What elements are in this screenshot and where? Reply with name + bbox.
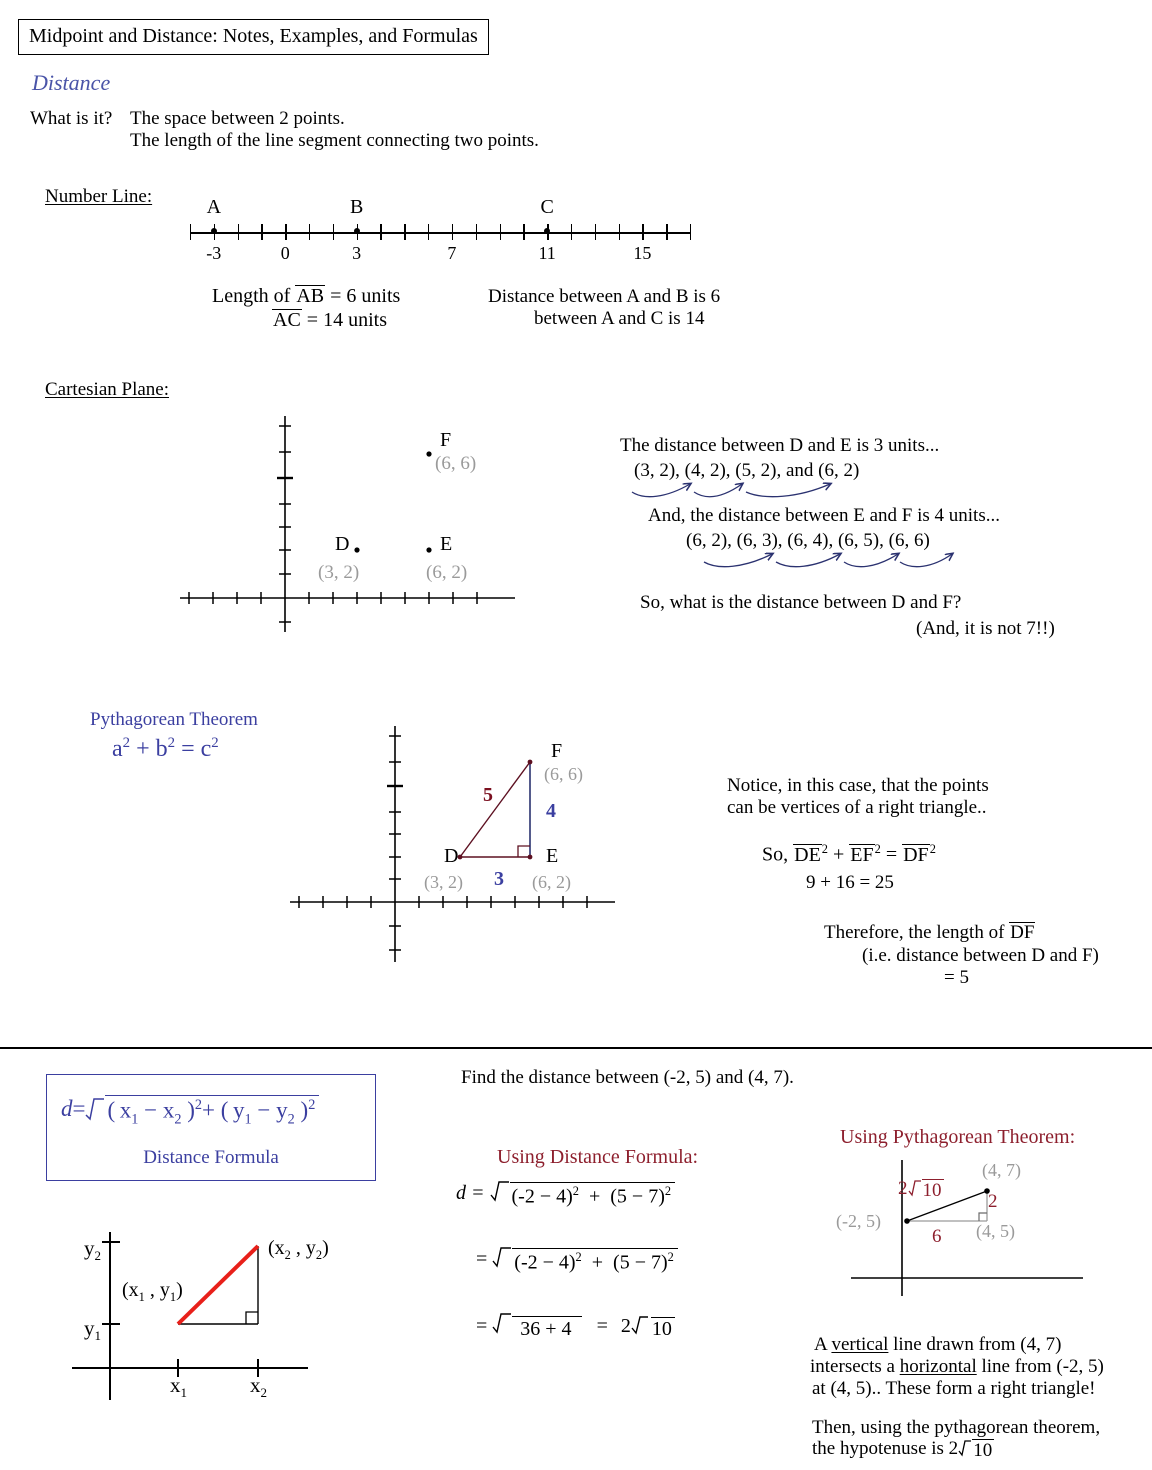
length-of-text: Length of [212, 285, 296, 307]
number-line-tick [261, 224, 262, 240]
radical-symbol-icon [958, 1439, 994, 1460]
number-line-tick [595, 224, 596, 240]
triangle-label-f: F [551, 740, 563, 762]
generic-right-angle-marker [246, 1312, 258, 1324]
number-line-note-left-1 [212, 285, 400, 307]
number-line-tick [190, 224, 191, 240]
number-line-tick [690, 224, 691, 240]
segment-ef: EF [850, 843, 874, 866]
pythagorean-equation-segments [762, 843, 936, 866]
step2-lhs: = [476, 1247, 488, 1270]
explain-5-radicand: 10 [973, 1440, 993, 1462]
cartesian-note-2: And, the distance between E and F is 4 units... [648, 505, 1000, 526]
step2-radicand: $(-2 - 4)^2 + (5 - 7)^2$ [512, 1248, 678, 1273]
number-line-tick [380, 224, 381, 240]
number-line-tick-label: 15 [633, 243, 652, 263]
page-title-box [18, 19, 489, 55]
number-line-tick [428, 224, 429, 240]
hypotenuse-length-label: 5 [483, 784, 493, 806]
segment-df-therefore: DF [1010, 922, 1035, 943]
number-line-tick [500, 224, 501, 240]
pythagorean-formula [112, 736, 219, 761]
pythagorean-equation-values: 9 + 16 = 25 [806, 872, 894, 893]
number-line-point-b [354, 228, 360, 234]
cartesian-arrows-2 [700, 548, 940, 572]
formula-equals: = [181, 736, 195, 762]
equation-equals: = [885, 843, 898, 866]
generic-point-label-2: ($x_2$ , $y_2$) [268, 1237, 329, 1262]
number-line-tick-label: 3 [352, 243, 362, 263]
equation-plus: + [833, 843, 845, 866]
therefore-line-3: = 5 [944, 967, 969, 988]
example-point-left-dot [904, 1218, 910, 1224]
explain-line-4: Then, using the pythagorean theorem, [812, 1417, 1101, 1438]
number-line-letter-a: A [206, 196, 222, 218]
cartesian-note-3: So, what is the distance between D and F? [640, 592, 962, 613]
ac-length-text: = 14 units [301, 309, 387, 331]
triangle-coords-e: (6, 2) [532, 872, 571, 892]
explain-5-prefix: the hypotenuse is 2 [812, 1438, 959, 1459]
point-coords-f: (6, 6) [435, 453, 477, 474]
example-coord-left: (-2, 5) [836, 1211, 881, 1231]
formula-a-exp: 2 [122, 735, 131, 751]
explain-line-5 [812, 1439, 994, 1460]
triangle-coords-f: (6, 6) [544, 764, 583, 784]
horizontal-leg-length-label: 3 [494, 868, 504, 890]
number-line-letter-b: B [349, 196, 364, 218]
number-line-label: Number Line: [45, 186, 153, 207]
explain-2b: line from (-2, 5) [976, 1356, 1104, 1377]
cartesian-note-4: (And, it is not 7!!) [916, 618, 1055, 639]
example-coord-top: (4, 7) [982, 1160, 1021, 1180]
formula-c: c [200, 736, 212, 762]
what-is-it-label: What is it? [30, 108, 113, 129]
radical-symbol-icon [908, 1179, 944, 1200]
number-line-tick [333, 224, 334, 240]
number-line-tick [404, 224, 405, 240]
step1-lhs: d = [456, 1181, 485, 1204]
number-line-tick [476, 224, 477, 240]
hyp-radicand: 10 [922, 1180, 942, 1202]
number-line-tick [452, 224, 453, 240]
triangle-label-e: E [546, 845, 559, 867]
formula-b-exp: 2 [167, 735, 176, 751]
equation-so-label: So, [762, 843, 789, 866]
radical-symbol-icon [492, 1248, 678, 1273]
number-line-tick [666, 224, 667, 240]
explain-vertical-underlined: vertical [831, 1334, 889, 1355]
number-line-tick-label: -3 [206, 243, 222, 263]
hyp-coefficient: 2 [898, 1178, 908, 1199]
number-line-diagram [190, 196, 710, 276]
example-prompt: Find the distance between (-2, 5) and (4, 7). [461, 1067, 794, 1088]
point-coords-d: (3, 2) [318, 562, 360, 583]
cartesian-note-1: The distance between D and E is 3 units... [620, 435, 940, 456]
number-line-tick [642, 224, 643, 240]
number-line-tick-label: 7 [447, 243, 457, 263]
segment-df-exp: 2 [929, 842, 936, 856]
explain-line-1 [814, 1334, 1061, 1356]
axis-label-y2: $y_2$ [84, 1236, 102, 1264]
point-coords-e: (6, 2) [426, 562, 468, 583]
generic-point-label-1: ($x_1$ , $y_1$) [122, 1279, 183, 1304]
explain-horizontal-underlined: horizontal [899, 1356, 977, 1377]
point-e-dot [426, 547, 431, 552]
triangle-coords-d: (3, 2) [424, 872, 463, 892]
example-coord-corner: (4, 5) [976, 1221, 1015, 1241]
axis-ticks [189, 426, 477, 622]
therefore-line-1 [824, 922, 1035, 943]
explain-1b: line drawn from (4, 7) [888, 1334, 1062, 1355]
point-label-e: E [440, 533, 453, 555]
explain-line-2 [810, 1356, 1104, 1378]
number-line-tick [309, 224, 310, 240]
number-line-tick-label: 11 [538, 243, 556, 263]
distance-formula-box [46, 1074, 376, 1181]
point-f-dot [426, 451, 431, 456]
segment-ac: AC [273, 309, 301, 331]
axis-label-y1: $y_1$ [84, 1316, 102, 1344]
step3-lhs: = [476, 1315, 488, 1338]
cartesian-plane-diagram [175, 412, 525, 637]
number-line-tick-label: 0 [280, 243, 290, 263]
point-d-dot [354, 547, 359, 552]
step1-radicand: $(-2 - 4)^2 + (5 - 7)^2$ [510, 1182, 676, 1207]
section-heading-distance: Distance [32, 70, 111, 95]
example-triangle-diagram [845, 1158, 1095, 1298]
vertex-e-dot [528, 855, 533, 860]
formula-a: a [112, 736, 123, 762]
number-line-note-right-2: between A and C is 14 [534, 308, 705, 329]
cartesian-list-1: (3, 2), (4, 2), (5, 2), and (6, 2) [634, 460, 860, 481]
distance-step-2 [476, 1248, 678, 1273]
using-pythagorean-heading: Using Pythagorean Theorem: [840, 1126, 1076, 1148]
vertical-leg-length-label: 4 [546, 800, 556, 822]
explain-1a: A [814, 1334, 832, 1355]
distance-step-3 [476, 1316, 675, 1339]
formula-c-exp: 2 [211, 735, 219, 751]
point-label-f: F [440, 429, 452, 451]
distance-formula-caption: Distance Formula [143, 1147, 279, 1168]
ab-length-text: = 6 units [325, 285, 401, 307]
number-line-note-left-2 [272, 309, 387, 331]
definition-line-1: The space between 2 points. [130, 108, 345, 129]
example-hypotenuse-label [898, 1179, 944, 1200]
point-label-d: D [335, 533, 350, 555]
example-vertical-label: 2 [988, 1191, 998, 1212]
cartesian-plane-label: Cartesian Plane: [45, 379, 169, 400]
page-title: Midpoint and Distance: Notes, Examples, and Formulas [29, 25, 478, 47]
pythagorean-note-line-1: Notice, in this case, that the points [727, 775, 989, 796]
segment-ef-exp: 2 [874, 842, 881, 856]
formula-equals-sign: = [72, 1096, 86, 1122]
number-line-note-right-1: Distance between A and B is 6 [488, 286, 721, 307]
explain-line-3: at (4, 5).. These form a right triangle! [812, 1378, 1096, 1399]
radical-symbol-icon [85, 1095, 319, 1127]
triangle-label-d: D [444, 845, 459, 867]
segment-df: DF [903, 843, 929, 866]
definition-line-2: The length of the line segment connecting two points. [130, 130, 539, 151]
number-line-tick [285, 224, 286, 240]
right-angle-marker [518, 846, 530, 857]
radical-symbol-icon [490, 1182, 676, 1207]
step3-result-equals: = [596, 1315, 608, 1338]
pythagorean-heading: Pythagorean Theorem [90, 709, 258, 730]
example-right-angle-marker [979, 1213, 987, 1221]
segment-de-exp: 2 [821, 842, 828, 856]
radical-symbol-icon [492, 1316, 581, 1339]
number-line-tick [523, 224, 524, 240]
formula-plus: + [136, 736, 150, 762]
number-line-tick [571, 224, 572, 240]
cartesian-arrows-1 [628, 478, 858, 502]
number-line-point-a [211, 228, 217, 234]
number-line-axis [190, 232, 690, 234]
vertex-f-dot [528, 760, 533, 765]
number-line-tick [238, 224, 239, 240]
axis-label-x1: $x_1$ [170, 1373, 188, 1401]
therefore-text: Therefore, the length of [824, 922, 1010, 943]
using-distance-formula-heading: Using Distance Formula: [497, 1146, 699, 1168]
step3-result-radicand: 10 [651, 1317, 675, 1339]
therefore-line-2: (i.e. distance between D and F) [862, 945, 1099, 966]
number-line-letter-c: C [540, 196, 554, 218]
distance-step-1 [456, 1182, 675, 1207]
distance-formula-radicand: ( $x_1 - x_2$ )$^2$+ ( $y_1 - y_2$ )$^2$ [105, 1095, 319, 1127]
segment-ab: AB [296, 285, 325, 307]
triangle-hypotenuse [460, 762, 530, 857]
radical-symbol-icon [631, 1317, 675, 1339]
axis-label-x2: $x_2$ [250, 1373, 268, 1401]
example-horizontal-label: 6 [932, 1226, 942, 1247]
segment-de: DE [794, 843, 821, 866]
number-line-tick [619, 224, 620, 240]
distance-formula-expression [61, 1095, 319, 1127]
formula-d-variable: d [61, 1096, 73, 1122]
formula-b: b [155, 736, 168, 762]
step3-result-coefficient: 2 [620, 1315, 631, 1338]
pythagorean-note-line-2: can be vertices of a right triangle.. [727, 797, 987, 818]
axis-ticks [102, 1242, 258, 1377]
cartesian-list-2: (6, 2), (6, 3), (6, 4), (6, 5), (6, 6) [686, 530, 930, 551]
step3-radicand: 36 + 4 [512, 1316, 581, 1339]
explain-2a: intersects a [810, 1356, 900, 1377]
section-divider [0, 1047, 1152, 1049]
